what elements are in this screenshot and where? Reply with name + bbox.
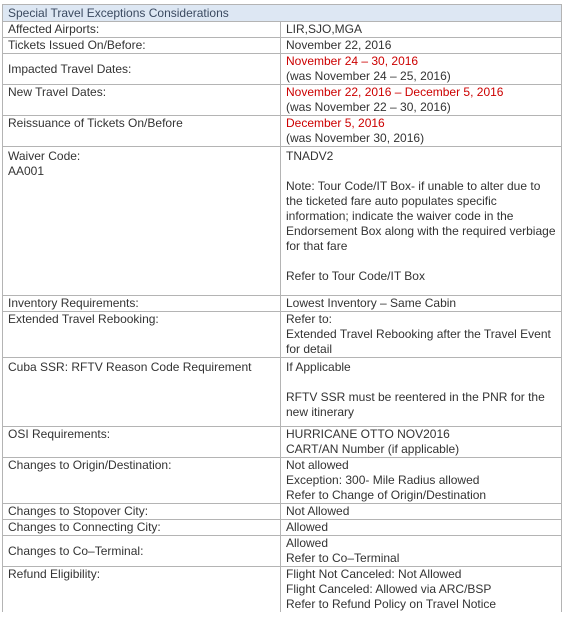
- row-connecting: [3, 520, 561, 536]
- value-origin-destination: [281, 458, 561, 503]
- waiver-refer: Refer to Tour Code/IT Box: [286, 269, 425, 283]
- refund-line2: Flight Canceled: Allowed via ARC/BSP: [286, 582, 492, 596]
- label-connecting: Changes to Connecting City:: [3, 520, 281, 535]
- label-waiver-code: [3, 147, 281, 295]
- row-reissuance: [3, 116, 561, 147]
- refund-line1: Flight Not Canceled: Not Allowed: [286, 567, 462, 581]
- osi-line1: HURRICANE OTTO NOV2016: [286, 427, 450, 441]
- value-cuba-ssr: [281, 358, 561, 426]
- label-stopover: Changes to Stopover City:: [3, 504, 281, 519]
- row-tickets-issued: [3, 38, 561, 54]
- coterminal-line1: Allowed: [286, 536, 329, 550]
- value-tickets-issued: November 22, 2016: [286, 38, 392, 52]
- travel-exceptions-table: [2, 4, 562, 612]
- value-refund: [281, 567, 561, 612]
- waiver-note: Note: Tour Code/IT Box- if unable to alter due to the ticketed fare auto populates specific information; indicate the waiver code in the Endorsement Box along with the required verbiage for that fare: [286, 179, 556, 253]
- origin-line2: Exception: 300- Mile Radius allowed: [286, 473, 480, 487]
- value-connecting: Allowed: [286, 520, 329, 534]
- osi-line2: CART/AN Number (if applicable): [286, 442, 460, 456]
- row-inventory: [3, 296, 561, 312]
- row-new-travel-dates: [3, 85, 561, 116]
- value-affected-airports: LIR,SJO,MGA: [286, 22, 363, 36]
- new-travel-dates-new: November 22, 2016 – December 5, 2016: [286, 85, 504, 99]
- cuba-line2: RFTV SSR must be reentered in the PNR for the new itinerary: [286, 390, 545, 419]
- table-title: Special Travel Exceptions Considerations: [3, 4, 561, 22]
- value-waiver-code: [281, 147, 561, 295]
- cuba-line1: If Applicable: [286, 360, 351, 374]
- waiver-code-value: AA001: [8, 164, 45, 178]
- row-waiver-code: [3, 147, 561, 296]
- value-reissuance: [281, 116, 561, 146]
- origin-line3: Refer to Change of Origin/Destination: [286, 488, 487, 502]
- row-extended-rebooking: [3, 312, 561, 358]
- label-tickets-issued: Tickets Issued On/Before:: [3, 38, 281, 53]
- reissuance-was: (was November 30, 2016): [286, 131, 425, 145]
- label-impacted-dates: Impacted Travel Dates:: [3, 54, 281, 84]
- row-impacted-dates: [3, 54, 561, 85]
- row-co-terminal: [3, 536, 561, 567]
- label-cuba-ssr: Cuba SSR: RFTV Reason Code Requirement: [3, 358, 281, 426]
- value-co-terminal: [281, 536, 561, 566]
- label-new-travel-dates: New Travel Dates:: [3, 85, 281, 115]
- label-affected-airports: Affected Airports:: [3, 22, 281, 37]
- extended-line1: Refer to:: [286, 312, 333, 326]
- label-extended-rebooking: Extended Travel Rebooking:: [3, 312, 281, 357]
- waiver-tour-code: TNADV2: [286, 149, 334, 163]
- label-reissuance: Reissuance of Tickets On/Before: [3, 116, 281, 146]
- row-stopover: [3, 504, 561, 520]
- waiver-code-label: Waiver Code:: [8, 149, 81, 163]
- coterminal-line2: Refer to Co–Terminal: [286, 551, 400, 565]
- extended-line2: Extended Travel Rebooking after the Travel Event for detail: [286, 327, 551, 356]
- value-inventory: Lowest Inventory – Same Cabin: [286, 296, 457, 310]
- refund-line3: Refer to Refund Policy on Travel Notice: [286, 597, 497, 611]
- label-co-terminal: Changes to Co–Terminal:: [3, 536, 281, 566]
- row-refund: [3, 567, 561, 612]
- value-impacted-dates: [281, 54, 561, 84]
- reissuance-new: December 5, 2016: [286, 116, 385, 130]
- origin-line1: Not allowed: [286, 458, 349, 472]
- row-osi: [3, 427, 561, 458]
- value-extended-rebooking: [281, 312, 561, 357]
- value-new-travel-dates: [281, 85, 561, 115]
- impacted-dates-was: (was November 24 – 25, 2016): [286, 69, 451, 83]
- row-affected-airports: [3, 22, 561, 38]
- impacted-dates-new: November 24 – 30, 2016: [286, 54, 419, 68]
- value-osi: [281, 427, 561, 457]
- value-stopover: Not Allowed: [286, 504, 350, 518]
- label-origin-destination: Changes to Origin/Destination:: [3, 458, 281, 503]
- label-osi: OSI Requirements:: [3, 427, 281, 457]
- label-inventory: Inventory Requirements:: [3, 296, 281, 311]
- row-cuba-ssr: [3, 358, 561, 427]
- new-travel-dates-was: (was November 22 – 30, 2016): [286, 100, 451, 114]
- label-refund: Refund Eligibility:: [3, 567, 281, 612]
- row-origin-destination: [3, 458, 561, 504]
